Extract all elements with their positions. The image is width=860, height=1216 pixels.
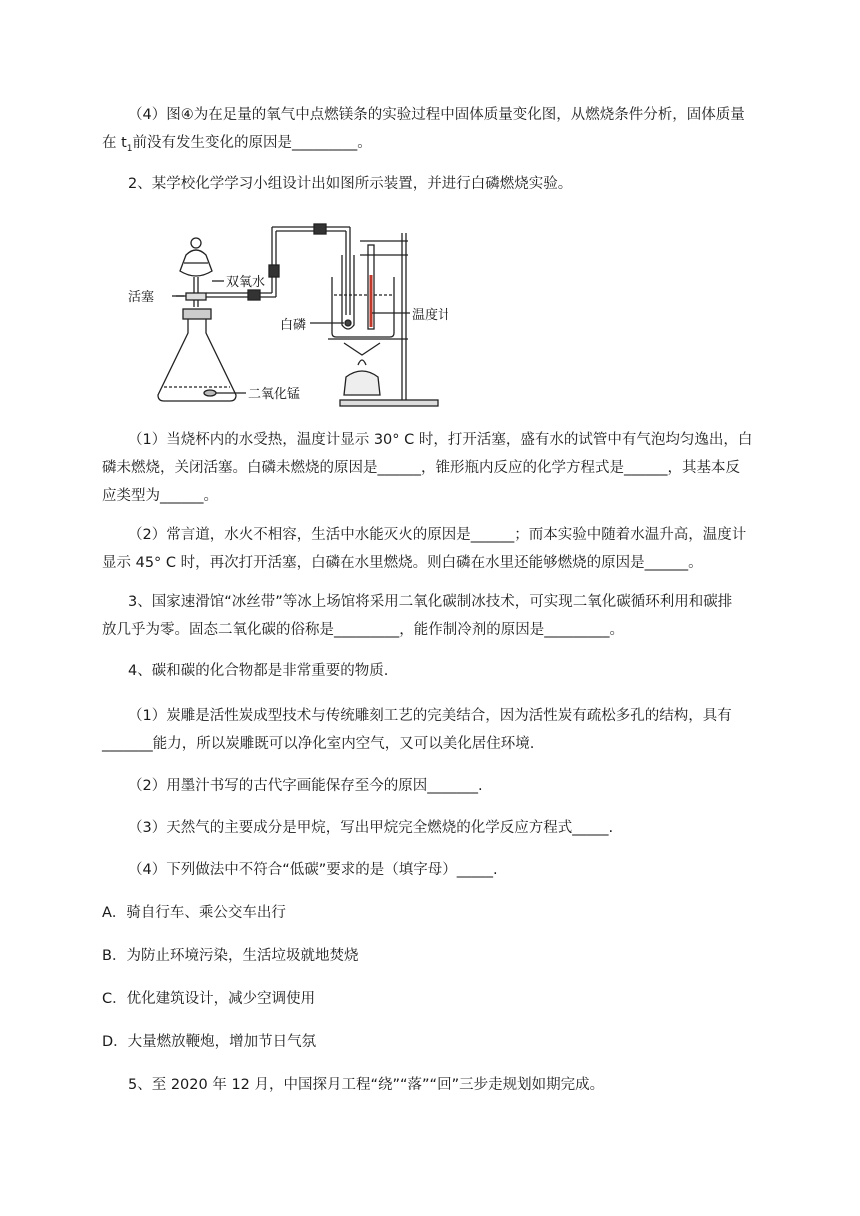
q1-part4-line2-b: 前没有发生变化的原因是_________。 [132,135,372,151]
q4-part2: （2）用墨汁书写的古代字画能保存至今的原因_______. [128,778,483,794]
option-c: C．优化建筑设计，减少空调使用 [102,991,316,1007]
label-h2o2: 双氧水 [226,275,266,290]
option-d: D．大量燃放鞭炮，增加节日气氛 [102,1034,317,1050]
q2-part1-line2: 磷未燃烧，关闭活塞。白磷未燃烧的原因是______，锥形瓶内反应的化学方程式是______，其基本反 [102,460,740,476]
q4-part1-line1: （1）炭雕是活性炭成型技术与传统雕刻工艺的完美结合，因为活性炭有疏松多孔的结构，具有 [128,708,732,724]
apparatus-diagram [128,215,448,415]
q4-part4: （4）下列做法中不符合“低碳”要求的是（填字母）_____. [128,862,498,878]
q2-part2-line2: 显示 45° C 时，再次打开活塞，白磷在水里燃烧。则白磷在水里还能够燃烧的原因是______。 [102,555,703,571]
q4-part1-line2: _______能力，所以炭雕既可以净化室内空气，又可以美化居住环境. [102,736,535,752]
q3-line2: 放几乎为零。固态二氧化碳的俗称是_________，能作制冷剂的原因是_________。 [102,622,624,638]
label-valve: 活塞 [128,290,155,305]
subscript-1: 1 [126,143,133,154]
q1-part4-line2-a: 在 t [102,135,127,151]
option-a: A．骑自行车、乘公交车出行 [102,905,286,921]
q2-part1-line3: 应类型为______。 [102,488,218,504]
q4-intro: 4、碳和碳的化合物都是非常重要的物质. [128,663,389,679]
q2-part1-line1: （1）当烧杯内的水受热，温度计显示 30° C 时，打开活塞，盛有水的试管中有气泡均匀逸出，白 [128,432,753,448]
apparatus-svg [128,215,448,415]
q4-part3: （3）天然气的主要成分是甲烷，写出甲烷完全燃烧的化学反应方程式_____. [128,820,614,836]
q5-intro: 5、至 2020 年 12 月，中国探月工程“绕”“落”“回”三步走规划如期完成。 [128,1077,605,1093]
option-b: B．为防止环境污染，生活垃圾就地焚烧 [102,948,359,964]
label-thermometer: 温度计 [412,308,448,323]
q3-line1: 3、国家速滑馆“冰丝带”等冰上场馆将采用二氧化碳制冰技术，可实现二氧化碳循环利用和碳排 [128,594,733,610]
q1-part4-line2 [102,133,372,159]
label-white-phosphorus: 白磷 [280,318,307,333]
label-mno2: 二氧化锰 [248,387,301,402]
q1-part4-line1: （4）图④为在足量的氧气中点燃镁条的实验过程中固体质量变化图，从燃烧条件分析，固体质量 [128,107,745,123]
q2-part2-line1: （2）常言道，水火不相容，生活中水能灭火的原因是______；而本实验中随着水温升高，温度计 [128,527,747,543]
q2-intro: 2、某学校化学学习小组设计出如图所示装置，并进行白磷燃烧实验。 [128,176,573,192]
